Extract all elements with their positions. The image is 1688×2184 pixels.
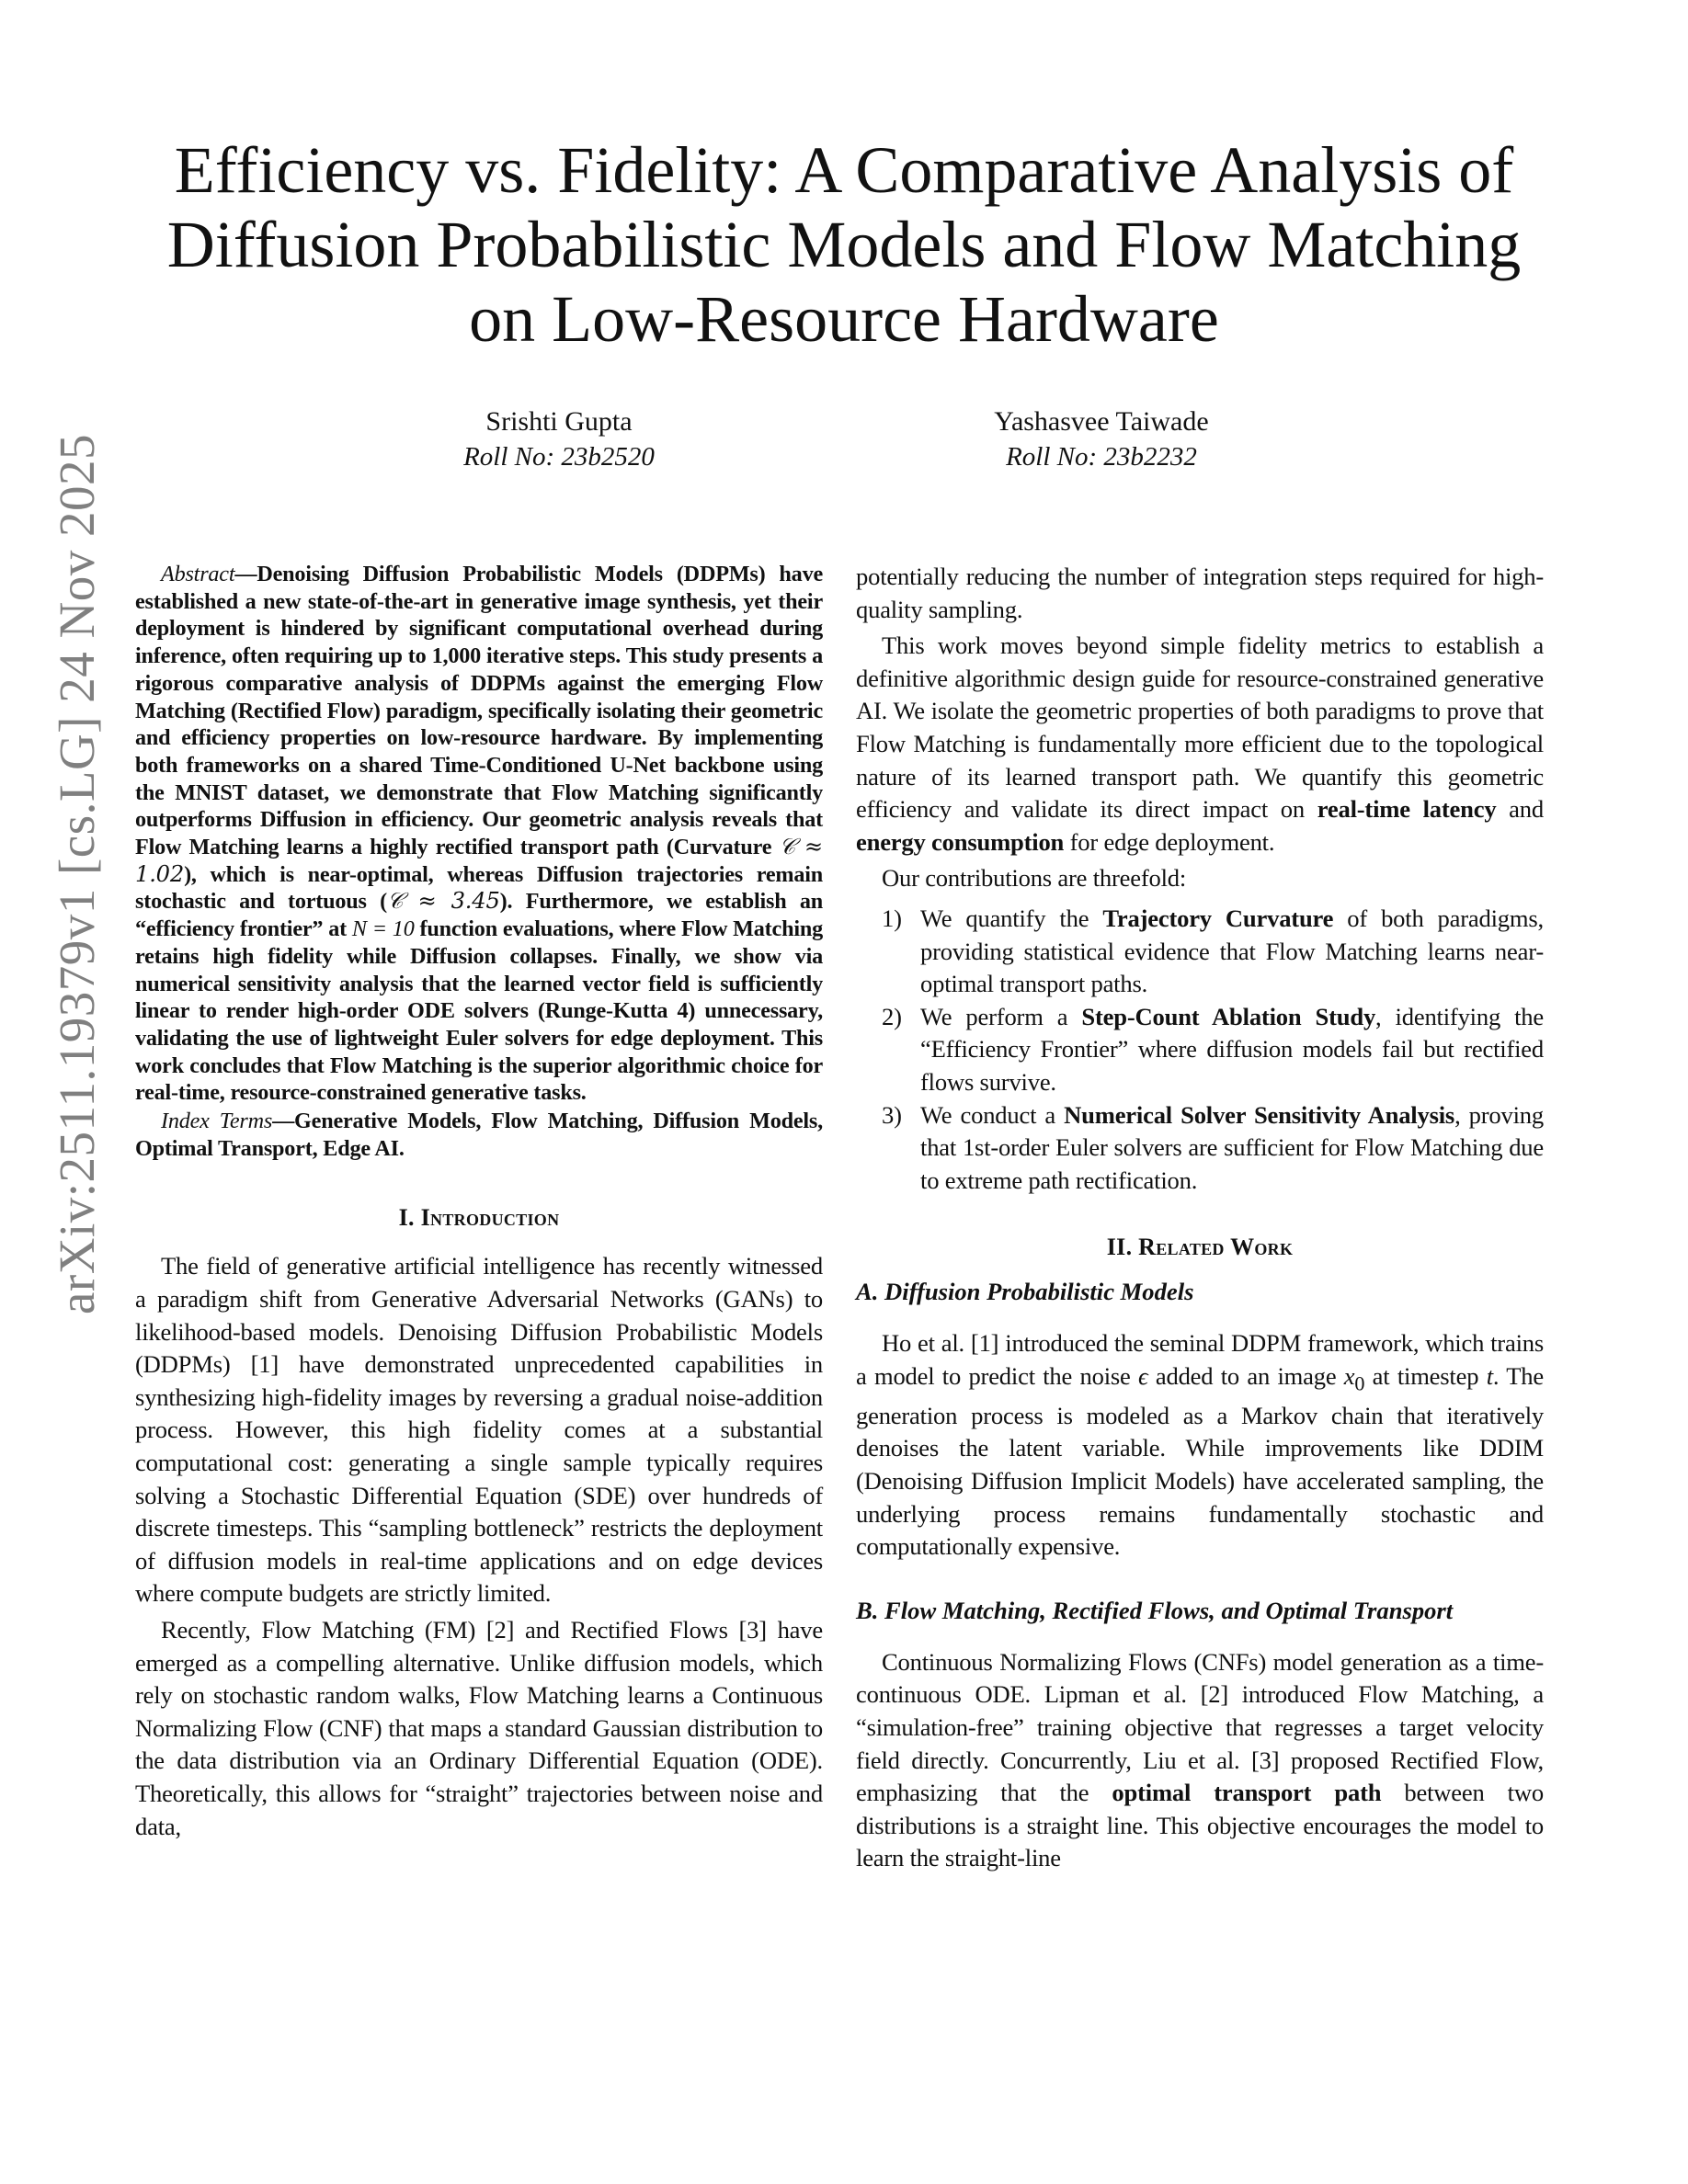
related-work-flow-matching-paragraph: Continuous Normalizing Flows (CNFs) model generation as a time-continuous ODE. Lipman et al. [2] introduced Flow Matching, a “simulation-free” training objective that regresses a target velocity field directly. Concurrently, Liu et al. [3] proposed Rectified Flow, emphasizing that the optimal transport path between two distributions is a straight line. This objective encourages the model to learn the straight-line xyxy=(856,1647,1544,1872)
paper-title: Efficiency vs. Fidelity: A Comparative Analysis of Diffusion Probabilistic Models and Flow Matching on Low-Resource Hardware xyxy=(166,133,1522,356)
contributions-list xyxy=(856,903,1544,1197)
emphasis-real-time-latency: real-time latency xyxy=(1317,795,1497,824)
abstract: Abstract—Denoising Diffusion Probabilistic Models (DDPMs) have established a new state-of-the-art in generative image synthesis, yet their deployment is hindered by significant computational overhead during inference, often requiring up to 1,000 iterative steps. This study presents a rigorous comparative analysis of DDPMs against the emerging Flow Matching (Rectified Flow) paradigm, specifically isolating their geometric and efficiency properties on low-resource hardware. By implementing both frameworks on a shared Time-Conditioned U-Net backbone using the MNIST dataset, we demonstrate that Flow Matching significantly outperforms Diffusion in efficiency. Our geometric analysis reveals that Flow Matching learns a highly rectified transport path (Curvature 𝒞 ≈ 1.02), which is near-optimal, whereas Diffusion trajectories remain stochastic and tortuous (𝒞 ≈ 3.45). Furthermore, we establish an “efficiency frontier” at N = 10 function evaluations, where Flow Matching retains high fidelity while Diffusion collapses. Finally, we show via numerical sensitivity analysis that the learned vector field is sufficiently linear to render high-order ODE solvers (Runge-Kutta 4) unnecessary, validating the use of lightweight Euler solvers for edge deployment. This work concludes that Flow Matching is the superior algorithmic choice for real-time, resource-constrained generative tasks. xyxy=(135,562,824,1106)
subsection-heading-diffusion: A. Diffusion Probabilistic Models xyxy=(856,1278,1194,1306)
emphasis-energy-consumption: energy consumption xyxy=(856,827,1065,856)
section-heading-related-work: II. Related Work xyxy=(1106,1234,1294,1261)
author-name: Yashasvee Taiwade xyxy=(994,406,1209,437)
right-column xyxy=(856,561,1544,1875)
related-work-diffusion-paragraph: Ho et al. [1] introduced the seminal DDPM framework, which trains a model to predict the noise ϵ added to an image $x_0$ at timestep t. The generation process is modeled as a Markov chain that iteratively denoises the latent variable. While improvements like DDIM (Denoising Diffusion Implicit Models) have accelerated sampling, the underlying process remains fundamentally stochastic and computationally expensive. xyxy=(856,1329,1544,1561)
intro-paragraph-2-continued: potentially reducing the number of integration steps required for high-quality sampling. xyxy=(856,563,1544,623)
intro-paragraph-1: The field of generative artificial intelligence has recently witnessed a paradigm shift from Generative Adversarial Networks (GANs) to likelihood-based models. Denoising Diffusion Probabilistic Models (DDPMs) [1] have demonstrated unprecedented capabilities in synthesizing high-fidelity images by reversing a gradual noise-addition process. However, this high fidelity comes at a substantial computational cost: generating a single sample typically requires solving a Stochastic Differential Equation (SDE) over hundreds of discrete timesteps. This “sampling bottleneck” restricts the deployment of diffusion models in real-time applications and on edge devices where compute budgets are strictly limited. xyxy=(135,1252,823,1608)
left-column xyxy=(135,561,823,1843)
abstract-label: Abstract xyxy=(161,562,235,586)
arxiv-identifier-stamp: arXiv:2511.19379v1 [cs.LG] 24 Nov 2025 xyxy=(49,434,105,1314)
intro-paragraph-4: Our contributions are threefold: xyxy=(882,864,1187,893)
contribution-item: 2) We perform a Step-Count Ablation Study, identifying the “Efficiency Frontier” where diffusion models fail but rectified flows survive. xyxy=(882,1002,1545,1096)
author-roll-number: Roll No: 23b2520 xyxy=(463,442,655,472)
contribution-item: 1) We quantify the Trajectory Curvature of both paradigms, providing statistical evidence that Flow Matching learns near-optimal transport paths. xyxy=(882,904,1544,998)
contribution-item: 3) We conduct a Numerical Solver Sensitivity Analysis, proving that 1st-order Euler solvers are sufficient for Flow Matching due to extreme path rectification. xyxy=(882,1100,1544,1194)
intro-paragraph-3: This work moves beyond simple fidelity metrics to establish a definitive algorithmic design guide for resource-constrained generative AI. We isolate the geometric properties of both paradigms to prove that Flow Matching is fundamentally more efficient due to the topological nature of its learned transport path. We quantify this geometric efficiency and validate its direct impact on real-time latency and energy consumption for edge deployment. xyxy=(856,631,1544,856)
author-roll-number: Roll No: 23b2232 xyxy=(1006,442,1197,472)
emphasis-optimal-transport-path: optimal transport path xyxy=(1112,1779,1382,1807)
subsection-heading-flow-matching: B. Flow Matching, Rectified Flows, and Optimal Transport xyxy=(856,1596,1454,1624)
nfe-math: N = 10 xyxy=(351,916,415,942)
section-heading-introduction: I. Introduction xyxy=(398,1204,560,1232)
author-name: Srishti Gupta xyxy=(485,406,633,437)
index-terms-label: Index Terms xyxy=(161,1109,273,1134)
author-2 xyxy=(872,404,1331,474)
intro-paragraph-2: Recently, Flow Matching (FM) [2] and Rectified Flows [3] have emerged as a compelling alternative. Unlike diffusion models, which rely on stochastic random walks, Flow Matching learns a Continuous Normalizing Flow (CNF) that maps a standard Gaussian distribution to the data distribution via an Ordinary Differential Equation (ODE). Theoretically, this allows for “straight” trajectories between noise and data, xyxy=(135,1616,823,1840)
index-terms: Index Terms—Generative Models, Flow Matching, Diffusion Models, Optimal Transport, Edge AI. xyxy=(135,1109,823,1161)
author-1 xyxy=(329,404,789,474)
curvature-fm-math: 𝒞 ≈ 1.02 xyxy=(135,834,823,887)
curvature-diffusion-math: 𝒞 ≈ 3.45 xyxy=(386,888,500,915)
